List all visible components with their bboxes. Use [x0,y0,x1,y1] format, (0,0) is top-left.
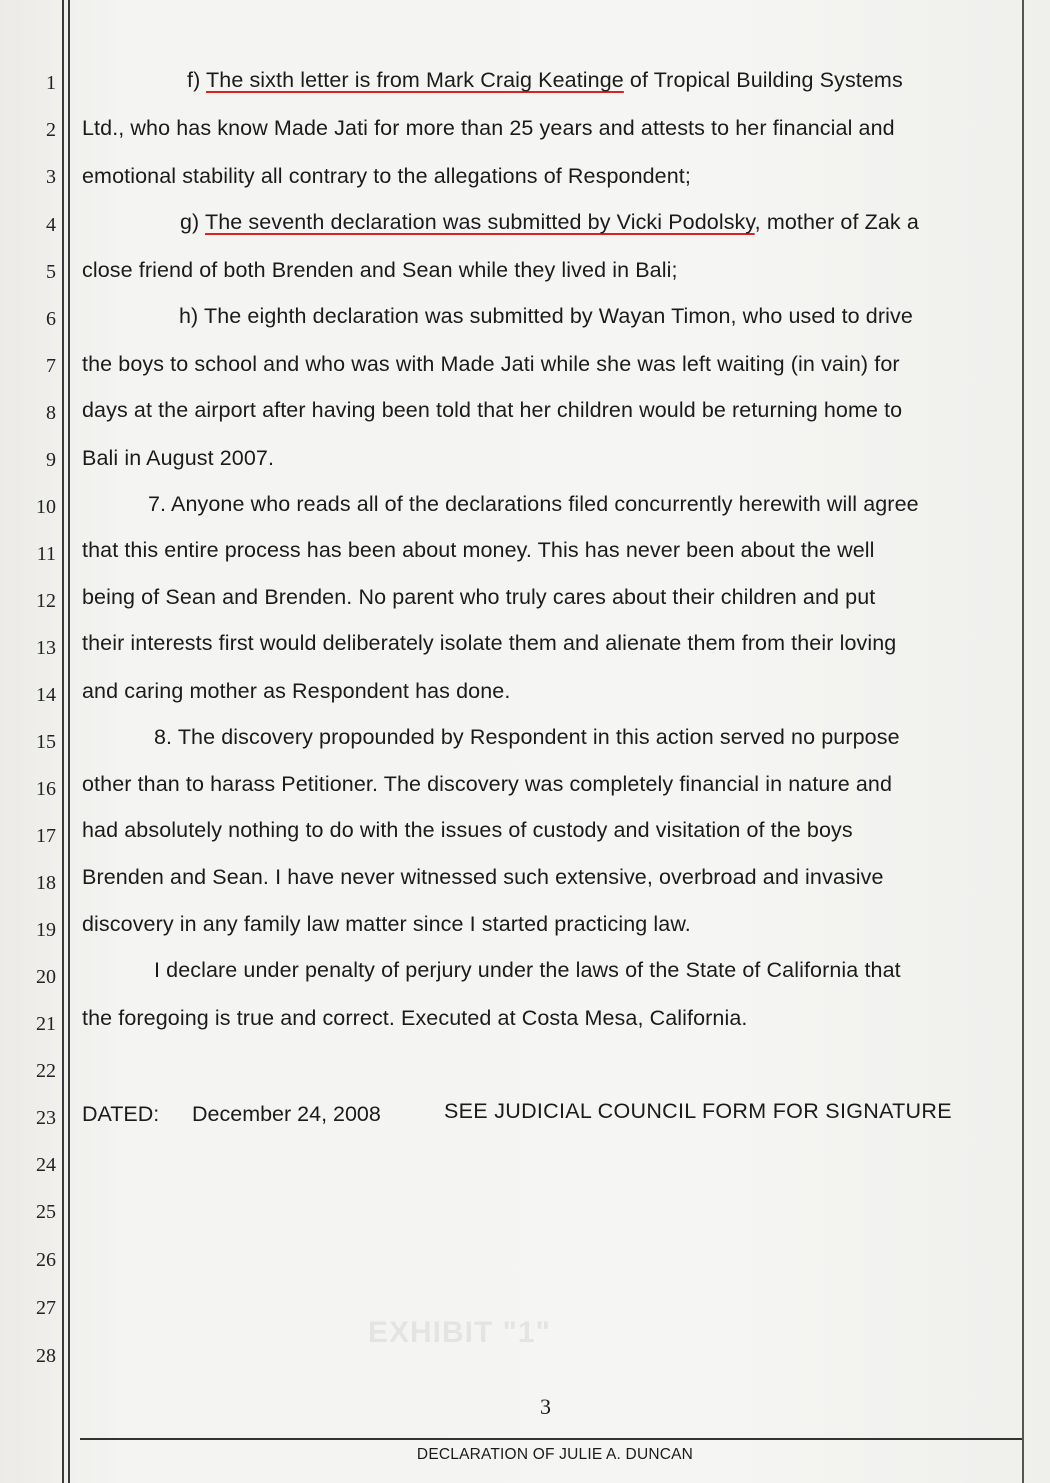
line-17: had absolutely nothing to do with the issues of custody and visitation of the boys [82,818,853,842]
text-run: of Tropical Building Systems [623,68,903,92]
line-number: 8 [46,402,56,424]
line-6: h) The eighth declaration was submitted by Wayan Timon, who used to drive [179,304,913,328]
line-number: 13 [36,637,56,659]
highlighted-text: The sixth letter is from Mark Craig Keatinge [206,68,624,92]
line-19: discovery in any family law matter since I started practicing law. [82,912,691,936]
line-number: 20 [36,966,56,988]
line-number: 17 [36,825,56,847]
line-9: Bali in August 2007. [82,446,275,470]
line-12: being of Sean and Brenden. No parent who truly cares about their children and put [82,585,876,609]
line-number: 9 [46,449,56,471]
line-5: close friend of both Brenden and Sean while they lived in Bali; [82,258,678,282]
line-number: 16 [36,778,56,800]
line-18: Brenden and Sean. I have never witnessed such extensive, overbroad and invasive [82,865,884,889]
line-number: 24 [36,1154,56,1176]
line-number: 22 [36,1060,56,1082]
line-4 [82,210,919,235]
item-marker: f) [187,68,207,92]
left-margin-rule [62,0,64,1483]
line-7: the boys to school and who was with Made Jati while she was left waiting (in vain) for [82,352,900,376]
line-number: 12 [36,590,56,612]
signature-note: SEE JUDICIAL COUNCIL FORM FOR SIGNATURE [444,1099,952,1123]
line-15: 8. The discovery propounded by Respondent in this action served no purpose [154,725,900,749]
line-number: 14 [36,684,56,706]
line-number: 7 [46,355,56,377]
text-run: , mother of Zak a [754,210,919,234]
line-1 [82,68,903,93]
line-number: 1 [46,72,56,94]
line-16: other than to harass Petitioner. The discovery was completely financial in nature and [82,772,893,796]
highlighted-text: The seventh declaration was submitted by Vicki Podolsky [205,210,755,234]
page-number: 3 [540,1394,551,1419]
line-number: 26 [36,1249,56,1271]
footer-title: DECLARATION OF JULIE A. DUNCAN [416,1446,694,1463]
line-number: 10 [36,496,56,518]
line-number: 3 [46,166,56,188]
line-2: Ltd., who has know Made Jati for more than 25 years and attests to her financial and [82,116,895,140]
line-number: 4 [46,214,56,236]
exhibit-watermark: EXHIBIT "1" [368,1316,551,1349]
line-20: I declare under penalty of perjury under the laws of the State of California that [154,958,901,982]
line-number: 21 [36,1013,56,1035]
line-11: that this entire process has been about money. This has never been about the well [82,538,875,562]
line-number: 25 [36,1201,56,1223]
right-margin-rule [1022,0,1024,1483]
line-14: and caring mother as Respondent has done. [82,679,511,703]
line-number: 2 [46,119,56,141]
dated-label: DATED: [82,1102,160,1126]
line-number: 11 [36,543,56,565]
line-13: their interests first would deliberately isolate them and alienate them from their loving [82,631,897,655]
left-margin-rule-inner [68,0,70,1483]
footer-rule [80,1438,1022,1440]
dated-value: December 24, 2008 [192,1102,381,1126]
line-10: 7. Anyone who reads all of the declarations filed concurrently herewith will agree [148,492,919,516]
line-number: 15 [36,731,56,753]
line-number: 27 [36,1297,56,1319]
line-number: 23 [36,1107,56,1129]
line-number: 6 [46,308,56,330]
item-marker: g) [180,210,206,234]
line-8: days at the airport after having been told that her children would be returning home to [82,398,903,422]
line-number: 28 [36,1345,56,1367]
line-number: 5 [46,261,56,283]
line-number: 18 [36,872,56,894]
line-3: emotional stability all contrary to the allegations of Respondent; [82,164,691,188]
line-21: the foregoing is true and correct. Executed at Costa Mesa, California. [82,1006,748,1030]
line-number: 19 [36,919,56,941]
